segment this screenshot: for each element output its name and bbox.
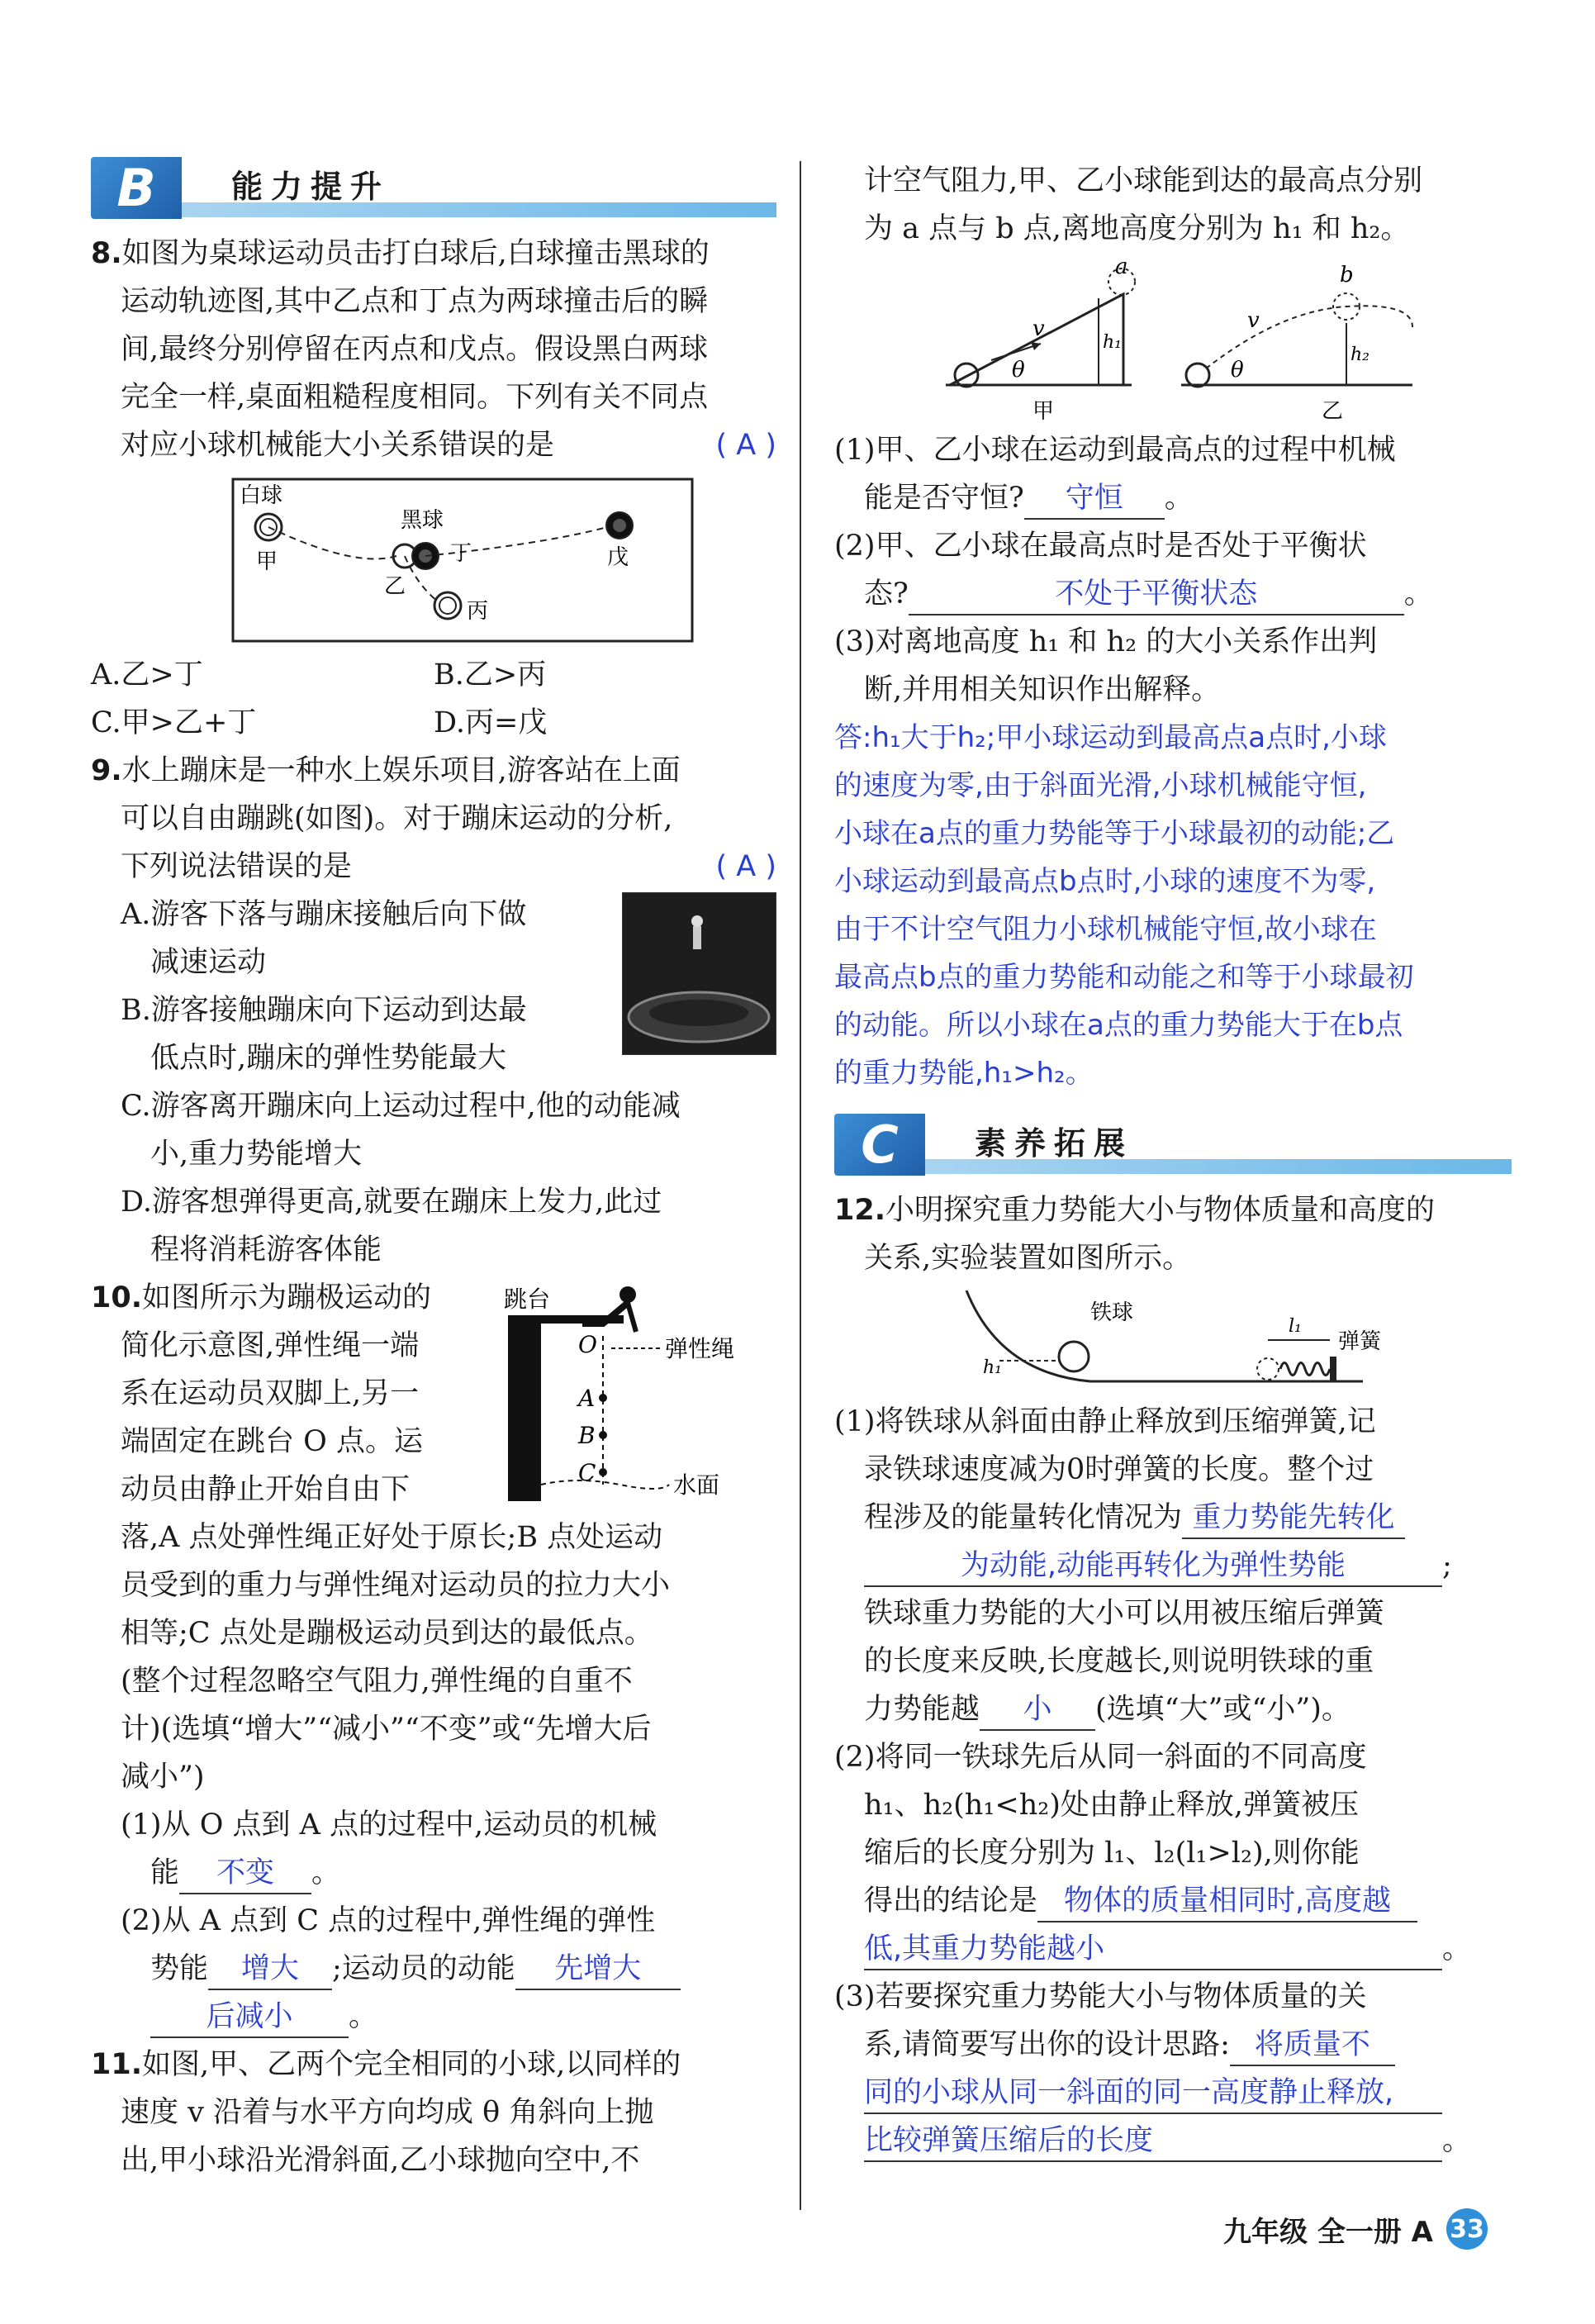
page-footer bbox=[1223, 2208, 1488, 2250]
q11-answer-line-8: 的重力势能,h₁>h₂。 bbox=[834, 1057, 1094, 1090]
q10-fig-a-label: A bbox=[578, 1385, 596, 1412]
q11-line-2: 速度 v 沿着与水平方向均成 θ 角斜向上抛 bbox=[121, 2096, 654, 2129]
q9-line-1: 水上蹦床是一种水上娱乐项目,游客站在上面 bbox=[121, 754, 681, 787]
q8-option-c: C.甲>乙+丁 bbox=[91, 706, 257, 739]
q11-fig-v-jia: v bbox=[1032, 316, 1045, 341]
q11-fig-yi-label: 乙 bbox=[1322, 399, 1344, 424]
q12-part-1-prefix: 力势能越 bbox=[864, 1693, 980, 1726]
q8-option-a: A.乙>丁 bbox=[91, 658, 203, 691]
q12-part-3-answer-2: 同的小球从同一斜面的同一高度静止释放, bbox=[864, 2073, 1442, 2114]
q10-fig-c-label: C bbox=[578, 1459, 596, 1486]
section-b-header bbox=[91, 157, 776, 223]
q11-fig-theta-jia: θ bbox=[1012, 358, 1025, 383]
q12-part-2-answer-2: 低,其重力势能越小 bbox=[864, 1929, 1442, 1970]
q10-fig-b-label: B bbox=[578, 1422, 596, 1449]
q11-answer-line-5: 由于不计空气阻力小球机械能守恒,故小球在 bbox=[834, 913, 1377, 946]
q12-part-1-line-4: 铁球重力势能的大小可以用被压缩后弹簧 bbox=[864, 1597, 1385, 1630]
q12-part-1-line-3: 程涉及的能量转化情况为 bbox=[864, 1501, 1183, 1534]
section-c-header bbox=[834, 1114, 1512, 1180]
q8-number: 8. bbox=[91, 237, 122, 270]
q8-fig-wu-label: 戊 bbox=[607, 545, 629, 570]
q8-billiard-figure bbox=[231, 478, 694, 643]
q10-number: 10. bbox=[91, 1281, 143, 1314]
q9-number: 9. bbox=[91, 754, 122, 787]
q10-line-6: 落,A 点处弹性绳正好处于原长;B 点处运动 bbox=[121, 1521, 663, 1554]
q10-part-1-answer: 不变 bbox=[179, 1853, 311, 1894]
q9-option-d-1: D.游客想弹得更高,就要在蹦床上发力,此过 bbox=[121, 1186, 662, 1219]
q11-answer-line-2: 的速度为零,由于斜面光滑,小球机械能守恒, bbox=[834, 769, 1367, 802]
q9-option-b-1: B.游客接触蹦床向下运动到达最 bbox=[121, 994, 527, 1027]
q10-part-1-prefix: 能 bbox=[150, 1856, 180, 1889]
q11-fig-theta-yi: θ bbox=[1231, 358, 1244, 383]
q12-fig-ball-label: 铁球 bbox=[1090, 1300, 1134, 1325]
section-c-badge: C bbox=[834, 1114, 925, 1176]
q10-part-2-answer-1: 增大 bbox=[208, 1949, 332, 1990]
q11-answer-line-7: 的动能。所以小球在a点的重力势能大于在b点 bbox=[834, 1009, 1403, 1042]
q8-fig-jia-label: 甲 bbox=[256, 549, 278, 574]
q12-part-1-line-1: (1)将铁球从斜面由静止释放到压缩弹簧,记 bbox=[834, 1405, 1376, 1438]
question-8 bbox=[91, 230, 776, 747]
q9-option-a-2: 减速运动 bbox=[150, 946, 267, 979]
q8-fig-black-label: 黑球 bbox=[401, 508, 444, 533]
q8-line-1: 如图为桌球运动员击打白球后,白球撞击黑球的 bbox=[121, 237, 710, 270]
q12-part-2-answer-1: 物体的质量相同时,高度越 bbox=[1037, 1881, 1417, 1922]
q12-part-2-prefix: 得出的结论是 bbox=[864, 1884, 1038, 1918]
right-column: 计空气阻力,甲、乙小球能到达的最高点分别 为 a 点与 b 点,离地高度分别为 h₁ 和 h₂。 v θ a h₁ 甲 v θ b h₂ 乙 (1)甲、乙小球在运动到最高点的过程中机械 能是否守恒? 守恒 。 (2)甲、乙小球在最高点时是否处于平衡状 态? 不处于平衡状态 。 (3)对离地高度 h₁ 和 h₂ 的大小关系作出判 断,并用相关知识作出解释。 答:h₁大于h₂;甲小球运动到最高点a点时,小球 的速度为零,由于斜面光滑,小球机械能守恒, 小球在a点的重力势能等于小球最初的动能;乙 小球运动到最高点b点时,小球的速度不为零, 由于不计空气阻力小球机械能守恒,故小球在 最高点b点的重力势能和动能之和等于小球最初 的动能。所以小球在a点的重力势能大于在b点 的重力势能,h₁>h₂。 C 素养拓展 12.小明探究重力势能大小与物体质量和高度的 关系,实验装置如图所示。 铁球 h₁ l₁ 弹簧 (1)将铁球从斜面由静止释放到压缩弹簧,记 录铁球速度减为0时弹簧的长度。整个过 程涉及的能量转化情况为 重力势能先转化 为动能,动能再转化为弹性势能 ; 铁球重力势能的大小可以用被压缩后弹簧 的长度来反映,长度越长,则说明铁球的重 力势能越 小 (选填“大”或“小”)。 (2)将同一铁球先后从同一斜面的不同高度 h₁、h₂(h₁<h₂)处由静止释放,弹簧被压 缩后的长度分别为 l₁、l₂(l₁>l₂),则你能 得出的结论是 物体的质量相同时,高度越 低,其重力势能越小 。 (3)若要探究重力势能大小与物体质量的关 系,请简要写出你的设计思路: 将质量不 同的小球从同一斜面的同一高度静止释放, 比较弹簧压缩后的长度 。 bbox=[834, 157, 1512, 2165]
section-b-title: 能力提升 bbox=[231, 169, 391, 205]
q11-part-1-prefix: 能是否守恒? bbox=[864, 482, 1024, 515]
q11-fig-h2-label: h₂ bbox=[1351, 345, 1370, 365]
q8-option-d: D.丙=戊 bbox=[434, 706, 548, 739]
q10-part-2-answer-3: 后减小 bbox=[150, 1997, 349, 2038]
q11-line-3: 出,甲小球沿光滑斜面,乙小球抛向空中,不 bbox=[121, 2144, 640, 2177]
q10-line-8: 相等;C 点处是蹦极运动员到达的最低点。 bbox=[121, 1617, 653, 1650]
q11-part-1-answer: 守恒 bbox=[1024, 478, 1165, 520]
q9-option-a-1: A.游客下落与蹦床接触后向下做 bbox=[121, 898, 527, 931]
q11-part-2-answer: 不处于平衡状态 bbox=[909, 574, 1404, 615]
q12-part-2-line-1: (2)将同一铁球先后从同一斜面的不同高度 bbox=[834, 1741, 1367, 1774]
q10-part-1-line-1: (1)从 O 点到 A 点的过程中,运动员的机械 bbox=[121, 1808, 657, 1842]
question-9 bbox=[91, 747, 776, 1274]
q10-part-2-line-1: (2)从 A 点到 C 点的过程中,弹性绳的弹性 bbox=[121, 1904, 656, 1937]
q10-fig-o-label: O bbox=[578, 1331, 597, 1358]
question-10: 跳台 O A B C 弹性绳 水面 10.如图所示为蹦极运动的 简化示意图,弹性绳一端 系在运动员双脚上,另一 端固定在跳台 O 点。运 动员由静止开始自由下 落,A 点处弹性绳正好处于原长;B 点处运动 员受到的重力与弹性绳对运动员的拉力大小 相等;C 点处是蹦极运动员到达的最低点。 (整个过程忽略空气阻力,弹性绳的自重不 计)(选填“增大”“减小”“不变”或“先增大后 减小”) (1)从 O 点到 A 点的过程中,运动员的机械 能 不变 。 (2)从 A 点到 C 点的过程中,弹性绳的弹性 势能 增大 ;运动员的动能 先增大 后减小 。 bbox=[91, 1274, 776, 2041]
q10-part-2-answer-2: 先增大 bbox=[515, 1949, 681, 1990]
q11-part-1-line-1: (1)甲、乙小球在运动到最高点的过程中机械 bbox=[834, 434, 1396, 467]
q12-part-1-line-2: 录铁球速度减为0时弹簧的长度。整个过 bbox=[864, 1453, 1374, 1486]
q12-fig-h1-label: h₁ bbox=[983, 1357, 1002, 1378]
q11-part-2-prefix: 态? bbox=[864, 577, 909, 611]
q11-line-4: 计空气阻力,甲、乙小球能到达的最高点分别 bbox=[864, 164, 1423, 197]
question-12: 12.小明探究重力势能大小与物体质量和高度的 关系,实验装置如图所示。 铁球 h₁ l₁ 弹簧 (1)将铁球从斜面由静止释放到压缩弹簧,记 录铁球速度减为0时弹簧的长度。整个过 程涉及的能量转化情况为 重力势能先转化 为动能,动能再转化为弹性势能 ; 铁球重力势能的大小可以用被压缩后弹簧 的长度来反映,长度越长,则说明铁球的重 力势能越 小 (选填“大”或“小”)。 (2)将同一铁球先后从同一斜面的不同高度 h₁、h₂(h₁<h₂)处由静止释放,弹簧被压 缩后的长度分别为 l₁、l₂(l₁>l₂),则你能 得出的结论是 物体的质量相同时,高度越 低,其重力势能越小 。 (3)若要探究重力势能大小与物体质量的关 系,请简要写出你的设计思路: 将质量不 同的小球从同一斜面的同一高度静止释放, 比较弹簧压缩后的长度 。 bbox=[834, 1186, 1512, 2165]
q11-number: 11. bbox=[91, 2048, 143, 2081]
q11-fig-jia-label: 甲 bbox=[1032, 399, 1055, 424]
q12-line-2: 关系,实验装置如图所示。 bbox=[864, 1242, 1192, 1275]
q11-answer-line-4: 小球运动到最高点b点时,小球的速度不为零, bbox=[834, 865, 1376, 898]
q10-line-9: (整个过程忽略空气阻力,弹性绳的自重不 bbox=[121, 1665, 633, 1698]
q8-fig-yi-label: 乙 bbox=[384, 574, 406, 599]
q12-part-1-answer-1: 重力势能先转化 bbox=[1182, 1498, 1405, 1539]
q9-answer: ( A ) bbox=[715, 850, 776, 883]
q11-part-3-line-2: 断,并用相关知识作出解释。 bbox=[864, 673, 1221, 706]
q9-option-b-2: 低点时,蹦床的弹性势能最大 bbox=[150, 1042, 507, 1075]
page-number: 33 bbox=[1446, 2208, 1488, 2250]
q11-line-1: 如图,甲、乙两个完全相同的小球,以同样的 bbox=[142, 2048, 681, 2081]
q8-option-b: B.乙>丙 bbox=[434, 658, 547, 691]
q12-part-3-line-1: (3)若要探究重力势能大小与物体质量的关 bbox=[834, 1980, 1367, 2013]
q9-option-d-2: 程将消耗游客体能 bbox=[150, 1233, 382, 1267]
q8-answer: ( A ) bbox=[715, 429, 776, 462]
q10-bungee-figure bbox=[504, 1274, 776, 1514]
q11-fig-a-label: a bbox=[1115, 261, 1128, 279]
q11-answer-line-6: 最高点b点的重力势能和动能之和等于小球最初 bbox=[834, 961, 1414, 994]
q11-fig-b-label: b bbox=[1340, 263, 1354, 288]
footer-text: 九年级 全一册 A bbox=[1223, 2215, 1433, 2249]
q12-figure bbox=[950, 1282, 1396, 1398]
section-b-badge: B bbox=[91, 157, 182, 219]
q12-part-3-answer-3: 比较弹簧压缩后的长度 bbox=[864, 2121, 1442, 2162]
question-11-start bbox=[91, 2041, 776, 2184]
q11-fig-h1-label: h₁ bbox=[1103, 332, 1122, 353]
column-divider bbox=[800, 161, 801, 2210]
q8-fig-ding-label: 丁 bbox=[450, 541, 472, 566]
q10-line-10: 计)(选填“增大”“减小”“不变”或“先增大后 bbox=[121, 1713, 652, 1746]
q8-line-3: 间,最终分别停留在丙点和戊点。假设黑白两球 bbox=[121, 333, 709, 366]
q12-number: 12. bbox=[834, 1194, 886, 1227]
q12-fig-spring-label: 弹簧 bbox=[1338, 1329, 1382, 1354]
q8-line-2: 运动轨迹图,其中乙点和丁点为两球撞击后的瞬 bbox=[121, 285, 709, 318]
q11-line-5: 为 a 点与 b 点,离地高度分别为 h₁ 和 h₂。 bbox=[864, 212, 1410, 245]
q10-line-2: 简化示意图,弹性绳一端 bbox=[121, 1329, 420, 1362]
q10-fig-water-label: 水面 bbox=[673, 1471, 720, 1499]
q11-figure bbox=[933, 261, 1528, 426]
q10-line-5: 动员由静止开始自由下 bbox=[121, 1473, 411, 1506]
q11-fig-v-yi: v bbox=[1247, 308, 1260, 333]
q9-line-3: 下列说法错误的是 bbox=[121, 850, 353, 883]
q11-written-answer bbox=[834, 714, 1512, 1097]
q12-line-1: 小明探究重力势能大小与物体质量和高度的 bbox=[885, 1194, 1436, 1227]
q9-option-c-2: 小,重力势能增大 bbox=[150, 1138, 363, 1171]
q10-line-1: 如图所示为蹦极运动的 bbox=[142, 1281, 432, 1314]
q12-part-1-suffix: (选填“大”或“小”)。 bbox=[1095, 1693, 1351, 1726]
q10-fig-platform-label: 跳台 bbox=[504, 1286, 551, 1313]
q10-line-11: 减小”) bbox=[121, 1761, 205, 1794]
left-column bbox=[91, 157, 776, 2184]
q10-part-2-prefix: 势能 bbox=[150, 1952, 209, 1985]
q11-part-2-line-1: (2)甲、乙小球在最高点时是否处于平衡状 bbox=[834, 530, 1367, 563]
q12-part-1-answer-2: 为动能,动能再转化为弹性势能 bbox=[864, 1546, 1442, 1587]
q10-line-7: 员受到的重力与弹性绳对运动员的拉力大小 bbox=[121, 1569, 671, 1602]
q12-part-3-answer-1: 将质量不 bbox=[1230, 2025, 1395, 2066]
q8-line-5: 对应小球机械能大小关系错误的是 bbox=[121, 429, 555, 462]
section-c-title: 素养拓展 bbox=[975, 1125, 1134, 1162]
q9-option-c-1: C.游客离开蹦床向上运动过程中,他的动能减 bbox=[121, 1090, 681, 1123]
q12-part-3-prefix: 系,请简要写出你的设计思路: bbox=[864, 2028, 1230, 2061]
q10-line-4: 端固定在跳台 O 点。运 bbox=[121, 1425, 423, 1458]
q10-fig-rope-label: 弹性绳 bbox=[665, 1335, 735, 1362]
q12-part-2-line-3: 缩后的长度分别为 l₁、l₂(l₁>l₂),则你能 bbox=[864, 1837, 1360, 1870]
q12-fig-l1-label: l₁ bbox=[1289, 1316, 1302, 1337]
q10-part-2-mid: ;运动员的动能 bbox=[332, 1952, 515, 1985]
q8-line-4: 完全一样,桌面粗糙程度相同。下列有关不同点 bbox=[121, 381, 709, 414]
trampoline-photo bbox=[622, 892, 776, 1055]
q12-part-1-answer-3: 小 bbox=[980, 1690, 1095, 1731]
q12-part-2-line-2: h₁、h₂(h₁<h₂)处由静止释放,弹簧被压 bbox=[864, 1789, 1360, 1822]
q11-part-3-line-1: (3)对离地高度 h₁ 和 h₂ 的大小关系作出判 bbox=[834, 625, 1378, 658]
q8-fig-white-label: 白球 bbox=[240, 483, 283, 508]
q8-fig-bing-label: 丙 bbox=[467, 599, 489, 624]
q9-line-2: 可以自由蹦跳(如图)。对于蹦床运动的分析, bbox=[121, 802, 673, 835]
q12-part-1-line-5: 的长度来反映,长度越长,则说明铁球的重 bbox=[864, 1645, 1374, 1678]
q11-answer-line-1: 答:h₁大于h₂;甲小球运动到最高点a点时,小球 bbox=[834, 721, 1387, 754]
q11-answer-line-3: 小球在a点的重力势能等于小球最初的动能;乙 bbox=[834, 817, 1395, 850]
q10-line-3: 系在运动员双脚上,另一 bbox=[121, 1377, 420, 1410]
